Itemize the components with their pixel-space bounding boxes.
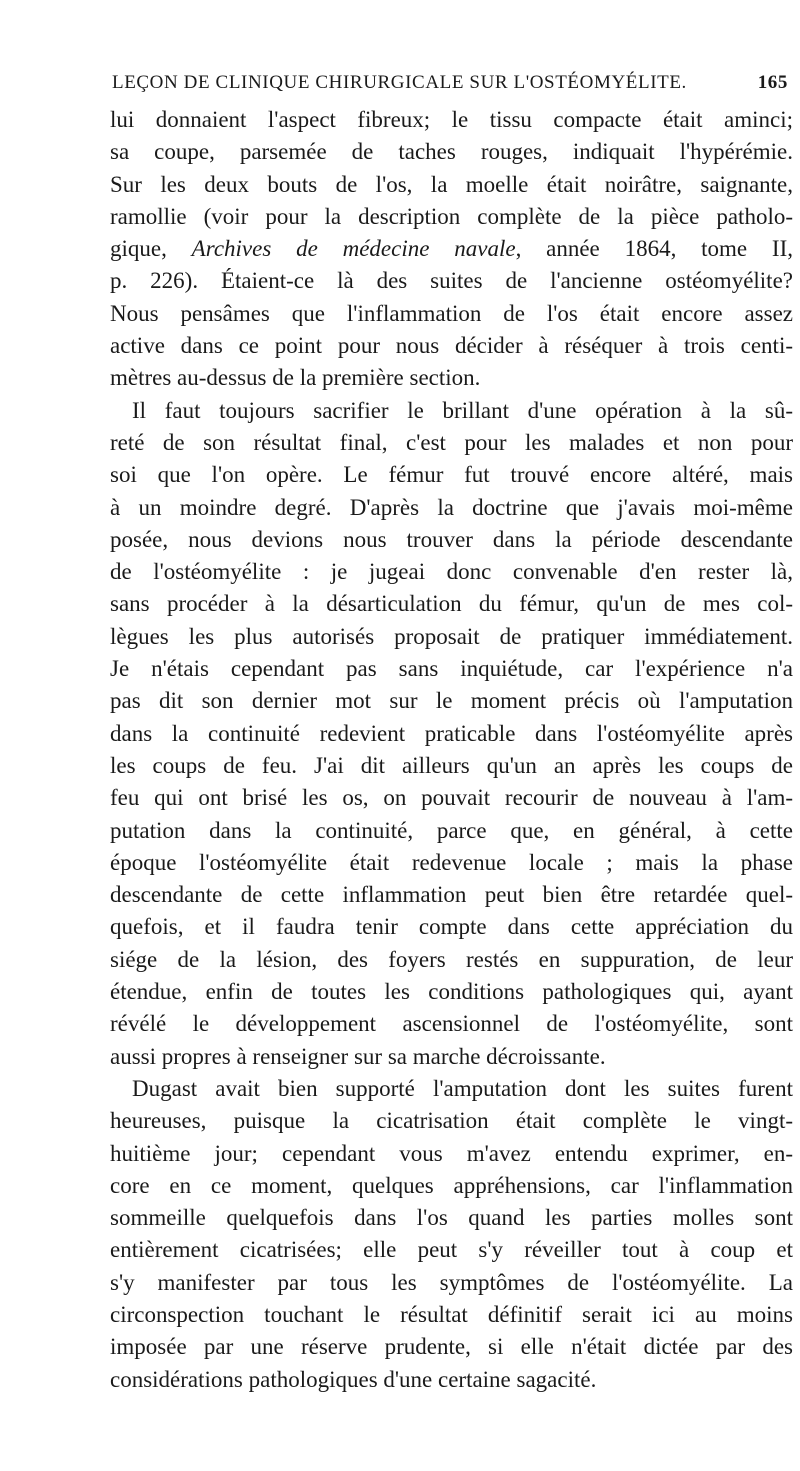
text-line: sa coupe, parsemée de taches rouges, indiquait l'hypérémie. bbox=[110, 139, 793, 165]
text-line: à un moindre degré. D'après la doctrine que j'avais moi-même bbox=[110, 494, 793, 520]
text-line: s'y manifester par tous les symptômes de l'ostéomyélite. La bbox=[110, 1269, 793, 1295]
text-line: huitième jour; cependant vous m'avez entendu exprimer, en- bbox=[110, 1140, 793, 1166]
page-number: 165 bbox=[757, 72, 788, 93]
text-run: gique, bbox=[110, 236, 192, 262]
text-line: pas dit son dernier mot sur le moment précis où l'amputation bbox=[110, 688, 793, 714]
text-line: dans la continuité redevient praticable dans l'ostéomyélite après bbox=[110, 720, 793, 746]
text-line: heureuses, puisque la cicatrisation était complète le vingt- bbox=[110, 1108, 793, 1134]
text-line: lègues les plus autorisés proposait de pratiquer immédiatement. bbox=[110, 623, 793, 649]
text-line: Nous pensâmes que l'inflammation de l'os était encore assez bbox=[110, 300, 793, 326]
text-line: soi que l'on opère. Le fémur fut trouvé encore altéré, mais bbox=[110, 462, 793, 488]
text-line: lui donnaient l'aspect fibreux; le tissu compacte était aminci; bbox=[110, 107, 793, 132]
text-line: entièrement cicatrisées; elle peut s'y réveiller tout à coup et bbox=[110, 1237, 793, 1263]
text-line: considérations pathologiques d'une certaine sagacité. bbox=[110, 1366, 597, 1392]
text-line: p. 226). Étaient-ce là des suites de l'ancienne ostéomyélite? bbox=[110, 268, 793, 294]
text-line: siége de la lésion, des foyers restés en suppuration, de leur bbox=[110, 946, 793, 972]
text-line: Je n'étais cependant pas sans inquiétude, car l'expérience n'a bbox=[110, 656, 793, 682]
journal-title: Archives de médecine navale bbox=[191, 236, 516, 262]
text-line: étendue, enfin de toutes les conditions pathologiques qui, ayant bbox=[110, 979, 793, 1005]
text-line: Il faut toujours sacrifier le brillant d'une opération à la sû- bbox=[132, 397, 793, 423]
text-line: core en ce moment, quelques appréhensions, car l'inflammation bbox=[110, 1172, 793, 1198]
text-line bbox=[110, 233, 793, 265]
body-text bbox=[110, 104, 793, 1396]
text-line: active dans ce point pour nous décider à réséquer à trois centi- bbox=[110, 333, 793, 359]
text-line: reté de son résultat final, c'est pour les malades et non pour bbox=[110, 429, 793, 455]
text-line: putation dans la continuité, parce que, en général, à cette bbox=[110, 817, 793, 843]
text-line: feu qui ont brisé les os, on pouvait recourir de nouveau à l'am- bbox=[110, 785, 793, 811]
text-line: sans procéder à la désarticulation du fémur, qu'un de mes col- bbox=[110, 591, 793, 617]
text-line: révélé le développement ascensionnel de l'ostéomyélite, sont bbox=[110, 1011, 793, 1037]
running-title: LEÇON DE CLINIQUE CHIRURGICALE SUR L'OSTÉOMYÉLITE. bbox=[112, 72, 687, 93]
text-line: Sur les deux bouts de l'os, la moelle était noirâtre, saignante, bbox=[110, 171, 793, 197]
text-line: circonspection touchant le résultat définitif serait ici au moins bbox=[110, 1301, 793, 1327]
text-line: imposée par une réserve prudente, si elle n'était dictée par des bbox=[110, 1334, 793, 1360]
text-line: quefois, et il faudra tenir compte dans cette appréciation du bbox=[110, 914, 793, 940]
running-head bbox=[112, 72, 792, 104]
text-line: Dugast avait bien supporté l'amputation dont les suites furent bbox=[132, 1075, 793, 1101]
text-line: les coups de feu. J'ai dit ailleurs qu'un an après les coups de bbox=[110, 752, 793, 778]
text-line: descendante de cette inflammation peut bien être retardée quel- bbox=[110, 882, 793, 908]
text-run: , année 1864, tome II, bbox=[515, 236, 794, 262]
text-line: posée, nous devions nous trouver dans la période descendante bbox=[110, 526, 793, 552]
text-line: de l'ostéomyélite : je jugeai donc convenable d'en rester là, bbox=[110, 559, 793, 585]
text-line: aussi propres à renseigner sur sa marche décroissante. bbox=[110, 1043, 606, 1069]
text-line: époque l'ostéomyélite était redevenue locale ; mais la phase bbox=[110, 849, 793, 875]
text-line: ramollie (voir pour la description complète de la pièce patholo- bbox=[110, 203, 793, 229]
text-line: sommeille quelquefois dans l'os quand les parties molles sont bbox=[110, 1205, 793, 1231]
text-line: mètres au-dessus de la première section. bbox=[110, 365, 481, 391]
